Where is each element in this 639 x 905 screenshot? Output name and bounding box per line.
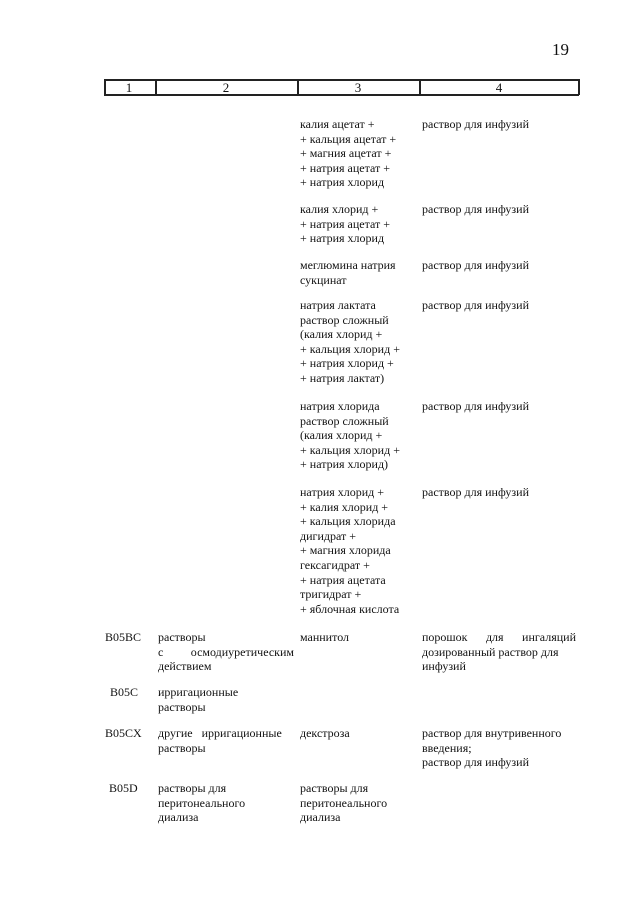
substance-line: декстроза (300, 726, 350, 740)
header-divider (297, 79, 299, 95)
atc-code: B05CX (105, 726, 142, 740)
substance-cell (300, 630, 349, 645)
substance-line: + кальция хлорид + (300, 341, 400, 356)
substance-line: + натрия ацетат + (300, 160, 391, 175)
dosage-form-line: раствор для инфузий (422, 755, 529, 770)
atc-group-line: действием (158, 659, 212, 674)
atc-group-cell (158, 781, 245, 825)
header-divider (419, 79, 421, 95)
atc-code: B05C (110, 685, 139, 699)
substance-line: + яблочная кислота (300, 601, 400, 616)
substance-line: + натрия ацетат + (300, 216, 391, 231)
substance-line: дигидрат + (300, 528, 357, 543)
substance-line: + натрия хлорид (300, 231, 385, 246)
substance-line: растворы для (300, 781, 369, 795)
page-number: 19 (552, 40, 569, 59)
dosage-form-line: раствор для инфузий (422, 298, 529, 312)
substance-cell (300, 298, 400, 386)
dosage-form-cell (422, 258, 529, 273)
atc-group-word: с (158, 644, 164, 659)
substance-line: перитонеального (300, 795, 388, 810)
substance-line: меглюмина натрия (300, 258, 396, 272)
atc-group-cell (158, 726, 294, 755)
substance-line: + кальция хлорид + (300, 442, 400, 457)
dosage-form-cell (422, 298, 529, 313)
dosage-form-line: раствор для инфузий (422, 399, 529, 413)
column-number: 1 (125, 80, 133, 95)
atc-code: B05BC (105, 630, 142, 644)
substance-cell (300, 117, 396, 190)
substance-line: тригидрат + (300, 587, 362, 602)
column-number: 4 (495, 80, 503, 95)
atc-group-line-justified (158, 645, 294, 660)
dosage-form-cell (422, 630, 576, 674)
substance-line: + магния ацетат + (300, 146, 392, 161)
atc-code: B05D (109, 781, 138, 795)
atc-group-line: перитонеального (158, 795, 246, 810)
substance-line: раствор сложный (300, 413, 389, 428)
column-number: 2 (222, 80, 230, 95)
substance-line: натрия хлорида (300, 399, 380, 413)
header-divider (104, 79, 106, 95)
atc-group-line: диализа (158, 810, 199, 825)
substance-line: + натрия хлорид + (300, 356, 394, 371)
column-number: 3 (354, 80, 362, 95)
dosage-form-line: введения; (422, 740, 472, 755)
dosage-form-cell (422, 117, 529, 132)
atc-group-line: растворы (158, 740, 206, 755)
substance-line: сукцинат (300, 272, 347, 287)
substance-cell (300, 202, 390, 246)
substance-line: гексагидрат + (300, 557, 370, 572)
dosage-form-cell (422, 399, 529, 414)
substance-cell (300, 781, 387, 825)
substance-line: + натрия хлорид) (300, 457, 389, 472)
substance-line: + кальция хлорида (300, 514, 396, 529)
substance-line: натрия хлорид + (300, 485, 385, 499)
dosage-form-line: раствор для инфузий (422, 258, 529, 272)
substance-line: калия ацетат + (300, 117, 375, 131)
dosage-form-cell (422, 202, 529, 217)
atc-group-line: другие ирригационные (158, 726, 282, 740)
atc-group-line: растворы для (158, 781, 227, 795)
substance-cell (300, 485, 399, 616)
dosage-form-line: порошок для ингаляций (422, 630, 576, 644)
dosage-form-line: раствор для инфузий (422, 485, 529, 499)
dosage-form-line: раствор для инфузий (422, 117, 529, 131)
substance-line: + магния хлорида (300, 543, 391, 558)
dosage-form-cell (422, 485, 529, 500)
substance-line: маннитол (300, 630, 350, 644)
substance-line: раствор сложный (300, 312, 389, 327)
dosage-form-line: раствор для инфузий (422, 202, 529, 216)
header-divider (578, 79, 580, 95)
substance-line: + кальция ацетат + (300, 131, 397, 146)
header-divider (155, 79, 157, 95)
atc-group-line: растворы (158, 699, 206, 714)
substance-line: + калия хлорид + (300, 499, 389, 514)
substance-cell (300, 258, 396, 287)
atc-group-line: растворы (158, 630, 206, 644)
dosage-form-line: инфузий (422, 659, 466, 674)
dosage-form-cell (422, 726, 561, 770)
substance-line: (калия хлорид + (300, 428, 383, 443)
substance-cell (300, 399, 400, 472)
atc-group-line: ирригационные (158, 685, 239, 699)
substance-line: натрия лактата (300, 298, 376, 312)
atc-group-cell (158, 630, 294, 674)
atc-group-cell (158, 685, 238, 714)
substance-cell (300, 726, 350, 741)
substance-line: калия хлорид + (300, 202, 379, 216)
substance-line: + натрия ацетата (300, 572, 386, 587)
substance-line: диализа (300, 810, 341, 825)
substance-line: (калия хлорид + (300, 327, 383, 342)
dosage-form-line: дозированный раствор для (422, 644, 559, 659)
atc-group-word: осмодиуретическим (190, 644, 294, 659)
substance-line: + натрия хлорид (300, 175, 385, 190)
dosage-form-line: раствор для внутривенного (422, 726, 562, 740)
substance-line: + натрия лактат) (300, 370, 385, 385)
